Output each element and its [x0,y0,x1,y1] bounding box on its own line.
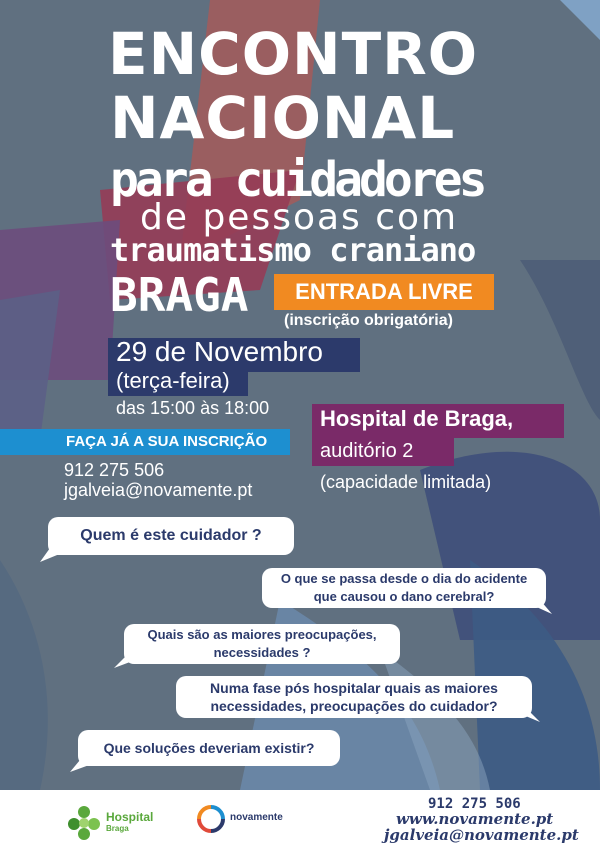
event-date: 29 de Novembro [116,336,324,367]
question-bubble [176,676,532,718]
question-text: necessidades ? [213,645,311,660]
hospital-logo-city: Braga [106,824,129,833]
question-text: Quem é este cuidador ? [80,527,262,544]
title-line-4: de pessoas com [140,197,459,238]
novamente-logo-name: novamente [230,812,283,823]
title-line-1: ENCONTRO [108,20,479,88]
venue-capacity: (capacidade limitada) [320,472,492,492]
venue-name: Hospital de Braga, [320,406,514,431]
question-bubble [124,624,400,664]
question-text: O que se passa desde o dia do acidente [280,571,528,586]
hospital-logo-name: Hospital [106,810,154,824]
footer-phone: 912 275 506 [428,796,521,812]
event-time: das 15:00 às 18:00 [116,398,270,418]
venue-room: auditório 2 [320,440,414,462]
question-bubble [78,730,340,766]
registration-phone: 912 275 506 [64,460,165,480]
free-entry-badge: ENTRADA LIVRE [274,274,494,310]
question-text: que causou o dano cerebral? [313,589,495,604]
hospital-logo-icon [66,804,102,840]
title-line-2: NACIONAL [110,84,456,152]
question-bubble [262,568,546,608]
question-text: necessidades, preocupações do cuidador? [210,698,498,714]
city-title: BRAGA [110,268,249,322]
question-text: Que soluções deveriam existir? [103,740,315,756]
question-text: Quais são as maiores preocupações, [147,627,377,642]
footer-email[interactable]: jgalveia@novamente.pt [384,826,579,844]
title-line-5: traumatismo craniano [110,231,476,269]
question-text: Numa fase pós hospitalar quais as maiores [210,680,498,696]
registration-cta: FAÇA JÁ A SUA INSCRIÇÃO [66,433,268,450]
registration-email: jgalveia@novamente.pt [64,480,253,500]
footer-website[interactable]: www.novamente.pt [396,810,554,828]
event-weekday: (terça-feira) [116,368,230,393]
question-bubble [48,517,294,555]
title-line-3: para cuidadores [110,152,484,208]
novamente-logo-icon [196,804,226,834]
registration-required-note: (inscrição obrigatória) [284,312,453,329]
